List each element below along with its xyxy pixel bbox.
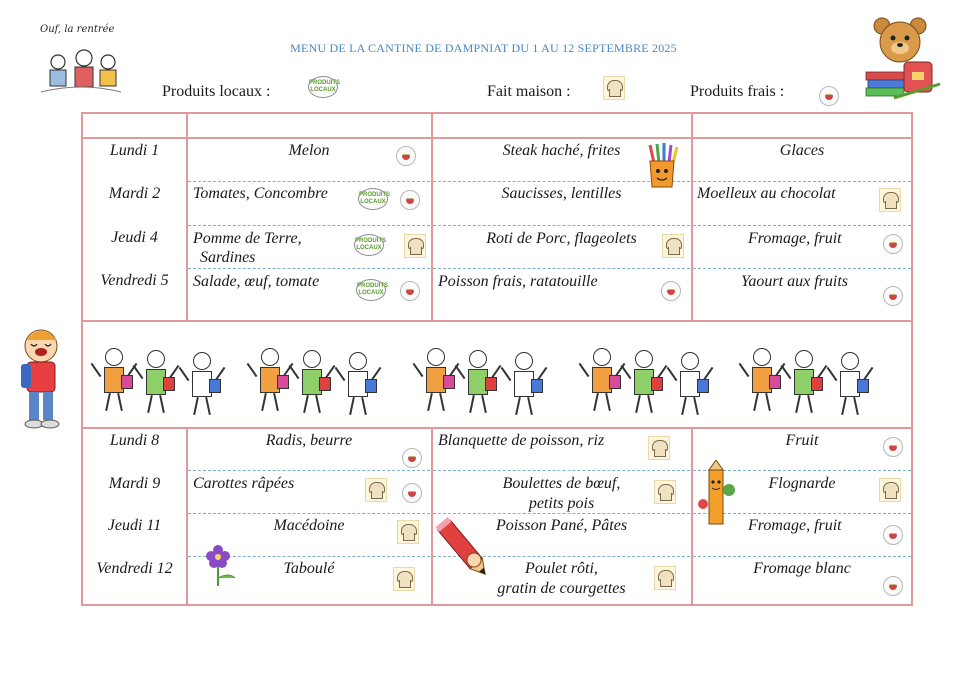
homemade-chef-hat-icon (879, 188, 901, 212)
row-divider (693, 556, 911, 557)
week2-top-divider (81, 427, 913, 429)
fresh-product-icon (400, 281, 420, 301)
crayon-character-icon (697, 460, 739, 532)
logo-text: Ouf, la rentrée (40, 24, 115, 35)
starter-cell-line2: Sardines (200, 249, 256, 266)
main-cell: Poisson frais, ratatouille (438, 273, 598, 290)
starter-cell: Tomates, Concombre (193, 185, 328, 202)
main-cell: Poisson Pané, Pâtes (495, 517, 628, 534)
child-drawing-icon (459, 344, 497, 416)
main-cell: Steak haché, frites (502, 142, 621, 159)
starter-cell: Carottes râpées (193, 475, 295, 492)
starter-cell: Salade, œuf, tomate (193, 273, 320, 290)
child-drawing-icon (293, 344, 331, 416)
dessert-cell: Fromage, fruit (748, 230, 842, 247)
fresh-product-icon (883, 286, 903, 306)
day-label: Mardi 2 (108, 185, 161, 202)
child-drawing-icon (417, 342, 455, 414)
fresh-product-icon (396, 146, 416, 166)
homemade-chef-hat-icon (397, 520, 419, 544)
dessert-cell: Moelleux au chocolat (697, 185, 836, 202)
main-cell: Saucisses, lentilles (501, 185, 622, 202)
legend-local-label: Produits locaux : (162, 83, 271, 100)
dessert-cell: Glaces (779, 142, 825, 159)
local-product-icon: PRODUITS LOCAUX (358, 188, 388, 210)
child-drawing-icon (583, 342, 621, 414)
row-divider (693, 268, 911, 269)
kids-illustration-band (83, 322, 911, 427)
child-drawing-icon (339, 346, 377, 418)
main-cell-line2: petits pois (528, 495, 595, 512)
homemade-chef-hat-icon (648, 436, 670, 460)
crying-child-icon (7, 322, 77, 432)
fresh-product-icon (402, 448, 422, 468)
fresh-product-icon (661, 281, 681, 301)
homemade-chef-hat-icon (603, 76, 625, 100)
local-product-icon: PRODUITS LOCAUX (308, 76, 338, 98)
pencil-cup-icon (646, 143, 678, 189)
starter-cell: Macédoine (273, 517, 345, 534)
fresh-product-icon (400, 190, 420, 210)
kids-drawing-icon (36, 22, 126, 100)
row-divider (433, 268, 690, 269)
starter-cell: Taboulé (283, 560, 335, 577)
legend-fresh-label: Produits frais : (690, 83, 785, 100)
child-drawing-icon (785, 344, 823, 416)
homemade-chef-hat-icon (393, 567, 415, 591)
row-divider (693, 225, 911, 226)
dessert-cell: Fruit (785, 432, 819, 449)
school-logo (36, 22, 126, 100)
dessert-cell: Fromage, fruit (748, 517, 842, 534)
main-cell: Roti de Porc, flageolets (486, 230, 637, 247)
starter-cell: Melon (288, 142, 330, 159)
main-cell: Boulettes de bœuf, (502, 475, 621, 492)
child-drawing-icon (251, 342, 289, 414)
day-label: Jeudi 11 (107, 517, 162, 534)
homemade-chef-hat-icon (654, 566, 676, 590)
day-label: Mardi 9 (108, 475, 161, 492)
teddy-bear-icon (864, 14, 946, 102)
fresh-product-icon (402, 483, 422, 503)
child-drawing-icon (671, 346, 709, 418)
child-drawing-icon (183, 346, 221, 418)
fresh-product-icon (883, 437, 903, 457)
row-divider (188, 470, 430, 471)
day-label: Vendredi 12 (96, 560, 173, 577)
starter-cell: Pomme de Terre, (193, 230, 302, 247)
fresh-product-icon (883, 234, 903, 254)
row-divider (188, 181, 430, 182)
legend-home-label: Fait maison : (487, 83, 571, 100)
day-label: Lundi 1 (109, 142, 160, 159)
dessert-cell: Flognarde (768, 475, 836, 492)
row-divider (433, 225, 690, 226)
main-cell-line2: gratin de courgettes (497, 580, 626, 597)
row-divider (188, 225, 430, 226)
main-cell: Poulet rôti, (525, 560, 598, 577)
dessert-cell: Fromage blanc (753, 560, 851, 577)
child-drawing-icon (743, 342, 781, 414)
day-label: Lundi 8 (109, 432, 160, 449)
homemade-chef-hat-icon (879, 478, 901, 502)
dessert-cell: Yaourt aux fruits (741, 273, 848, 290)
child-drawing-icon (95, 342, 133, 414)
homemade-chef-hat-icon (404, 234, 426, 258)
local-product-icon: PRODUITS LOCAUX (354, 234, 384, 256)
page-title: MENU DE LA CANTINE DE DAMPNIAT DU 1 AU 12 SEPTEMBRE 2025 (290, 41, 677, 55)
row-divider (188, 513, 430, 514)
starter-cell: Radis, beurre (265, 432, 353, 449)
local-product-icon: PRODUITS LOCAUX (356, 279, 386, 301)
header-row-divider (81, 137, 913, 139)
child-drawing-icon (505, 346, 543, 418)
col-divider (691, 427, 693, 606)
child-drawing-icon (625, 344, 663, 416)
homemade-chef-hat-icon (654, 480, 676, 504)
day-label: Vendredi 5 (100, 272, 169, 289)
day-label: Jeudi 4 (111, 229, 158, 246)
child-drawing-icon (137, 344, 175, 416)
row-divider (693, 181, 911, 182)
fresh-product-icon (883, 525, 903, 545)
row-divider (433, 470, 690, 471)
fresh-product-icon (819, 86, 839, 106)
homemade-chef-hat-icon (662, 234, 684, 258)
main-cell: Blanquette de poisson, riz (438, 432, 605, 449)
homemade-chef-hat-icon (365, 478, 387, 502)
child-drawing-icon (831, 346, 869, 418)
row-divider (188, 268, 430, 269)
fresh-product-icon (883, 576, 903, 596)
